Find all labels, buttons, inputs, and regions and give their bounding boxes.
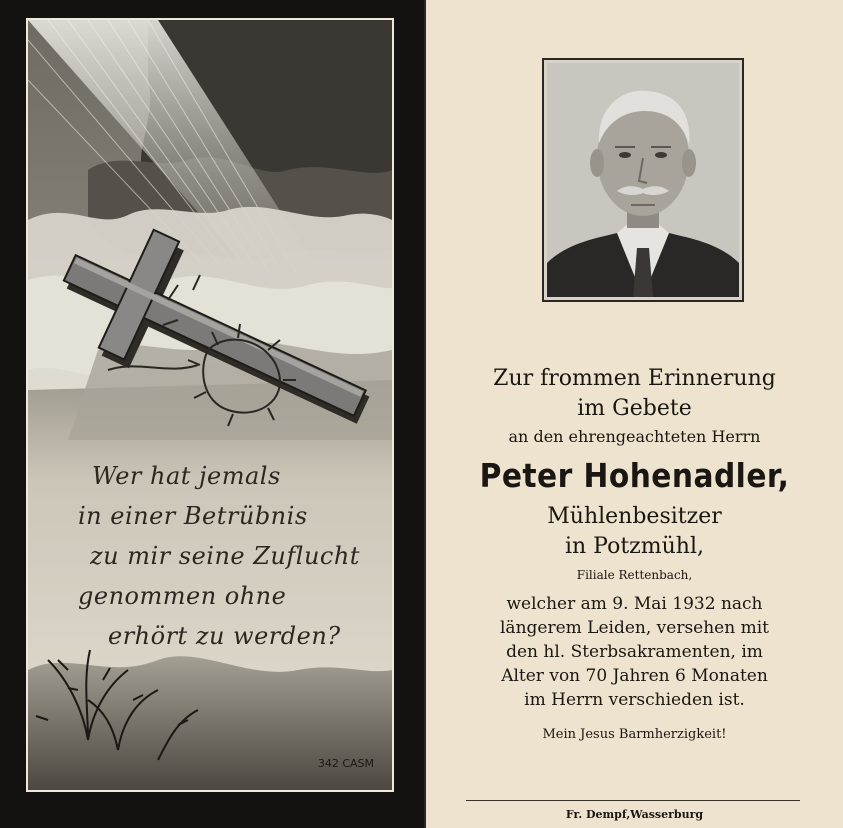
place-line: in Potzmühl, (564, 534, 704, 559)
body-line: welcher am 9. Mai 1932 nach (506, 594, 763, 614)
body-line: den hl. Sterbsakramenten, im (506, 642, 763, 662)
body-line: längerem Leiden, versehen mit (500, 618, 769, 638)
memorial-text (426, 364, 843, 746)
deceased-name: Peter Hohenadler, (479, 456, 790, 495)
verse-line: zu mir seine Zuflucht (90, 542, 360, 570)
verse-line: erhört zu werden? (108, 622, 341, 650)
verse-text (72, 456, 382, 656)
occupation-line: Mühlenbesitzer (547, 504, 722, 529)
verse-line: in einer Betrübnis (78, 502, 308, 530)
portrait-photo (547, 63, 739, 297)
portrait-frame (542, 58, 744, 302)
printer-imprint: Fr. Dempf,Wasserburg (565, 808, 704, 821)
print-code: 342 CASM (317, 757, 374, 770)
motto-line: Mein Jesus Barmherzigkeit! (542, 727, 727, 742)
divider-rule (466, 800, 800, 801)
verse-line: Wer hat jemals (92, 462, 281, 490)
body-line: im Herrn verschieden ist. (524, 690, 745, 710)
dedication-line: an den ehrengeachteten Herrn (508, 427, 761, 446)
devotional-picture-panel (26, 18, 394, 792)
parish-line: Filiale Rettenbach, (576, 568, 693, 582)
verse-line: genommen ohne (78, 582, 287, 610)
obituary-body (426, 592, 843, 712)
cross-clouds-illustration (28, 20, 392, 790)
body-line: Alter von 70 Jahren 6 Monaten (501, 666, 768, 686)
memorial-text-card (426, 0, 843, 828)
heading-line-2: im Gebete (577, 396, 692, 421)
heading-line-1: Zur frommen Erinnerung (493, 366, 776, 391)
